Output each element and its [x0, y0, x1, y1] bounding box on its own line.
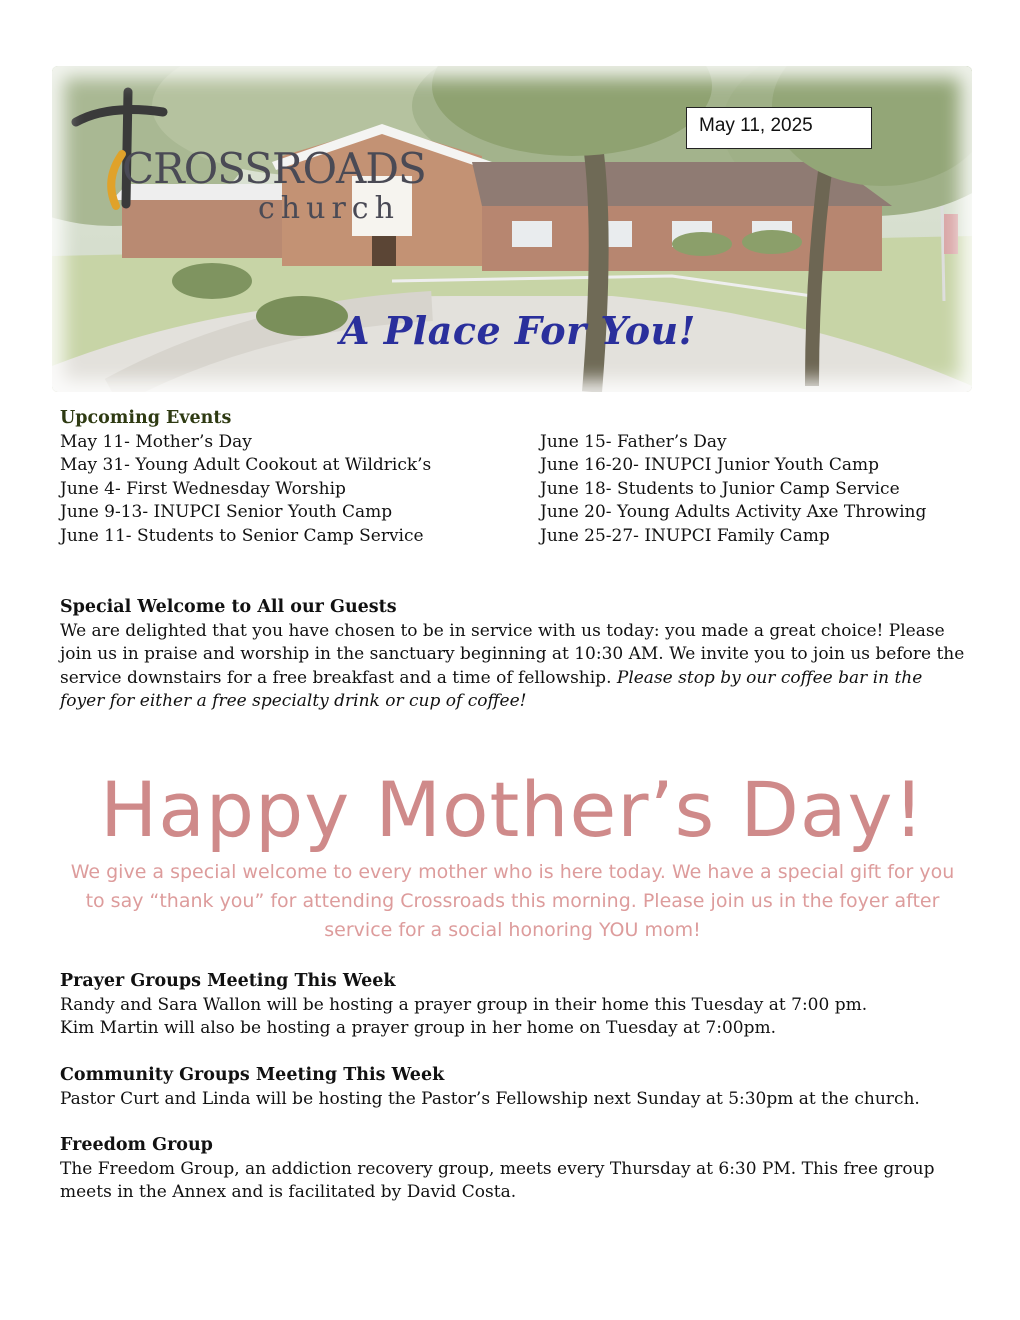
event-item: June 4- First Wednesday Worship	[60, 478, 346, 499]
prayer-line: Kim Martin will also be hosting a prayer group in her home on Tuesday at 7:00pm.	[60, 1018, 777, 1038]
welcome-body: We are delighted that you have chosen to be in service with us today: you made a great choice! Please join us in praise and worship in the sanctuary beginning at 10:30 AM. We invite you to join us before the service downstairs for a free breakfast and a time of fellowship.	[60, 620, 965, 688]
event-item: June 11- Students to Senior Camp Service	[60, 525, 424, 546]
logo-wordmark: CROSSROADS	[122, 144, 426, 193]
prayer-heading: Prayer Groups Meeting This Week	[60, 971, 396, 991]
mothers-day-section	[60, 765, 965, 945]
upcoming-events-section	[60, 407, 965, 548]
event-item: June 15- Father’s Day	[540, 431, 727, 452]
freedom-group-section	[60, 1134, 965, 1205]
community-line: Pastor Curt and Linda will be hosting the Pastor’s Fellowship next Sunday at 5:30pm at the church.	[60, 1088, 920, 1109]
events-heading: Upcoming Events	[60, 408, 232, 428]
events-columns	[60, 431, 965, 549]
mothers-day-title: Happy Mother’s Day!	[100, 765, 925, 854]
event-item: June 18- Students to Junior Camp Service	[540, 478, 900, 499]
event-item: June 9-13- INUPCI Senior Youth Camp	[60, 502, 393, 522]
event-item: June 20- Young Adults Activity Axe Throwing	[540, 502, 927, 522]
events-list-left	[60, 431, 540, 549]
event-item: June 25-27- INUPCI Family Camp	[540, 525, 830, 546]
community-groups-section	[60, 1064, 965, 1111]
prayer-groups-section	[60, 970, 965, 1041]
welcome-heading: Special Welcome to All our Guests	[60, 597, 397, 617]
bulletin-date: May 11, 2025	[686, 107, 872, 149]
mothers-day-message: We give a special welcome to every mother who is here today. We have a special gift for you to say “thank you” for attending Crossroads this morning. Please join us in the foyer after service for a social honoring YOU mom!	[70, 861, 955, 941]
prayer-line: Randy and Sara Wallon will be hosting a prayer group in their home this Tuesday at 7:00 pm.	[60, 994, 868, 1015]
event-item: June 16-20- INUPCI Junior Youth Camp	[540, 455, 879, 475]
welcome-text	[60, 620, 965, 714]
event-item: May 31- Young Adult Cookout at Wildrick’s	[60, 455, 432, 475]
freedom-heading: Freedom Group	[60, 1135, 213, 1155]
community-heading: Community Groups Meeting This Week	[60, 1065, 445, 1085]
banner-tagline: A Place For You!	[340, 308, 696, 353]
event-item: May 11- Mother’s Day	[60, 431, 252, 452]
freedom-text: The Freedom Group, an addiction recovery group, meets every Thursday at 6:30 PM. This free group meets in the Annex and is facilitated by David Costa.	[60, 1158, 935, 1202]
logo-subtitle: church	[258, 191, 400, 226]
welcome-italic-note: Please stop by our coffee bar in the foyer for either a free specialty drink or cup of coffee!	[60, 667, 923, 711]
welcome-section	[60, 596, 965, 714]
events-list-right	[540, 431, 965, 549]
